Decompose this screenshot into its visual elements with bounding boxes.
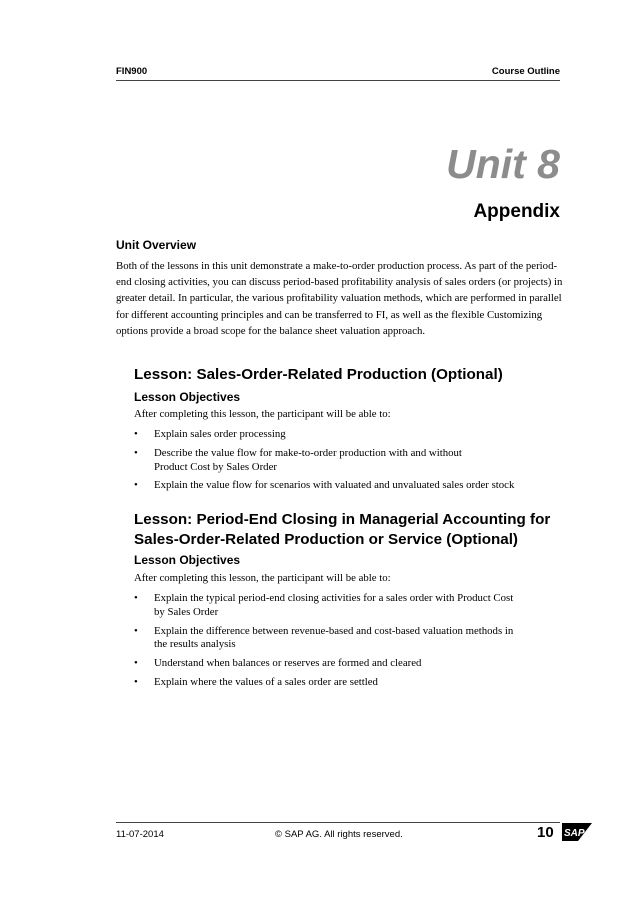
lesson-2-intro: After completing this lesson, the participant will be able to: bbox=[134, 572, 391, 584]
section-name: Course Outline bbox=[491, 66, 560, 77]
objective-text: Explain where the values of a sales order are settled bbox=[154, 675, 378, 688]
footer-copyright: © SAP AG. All rights reserved. bbox=[275, 829, 403, 840]
objective-text: Understand when balances or reserves are formed and cleared bbox=[154, 657, 422, 670]
objective-item bbox=[134, 447, 484, 475]
objective-text: Describe the value flow for make-to-order production with and without Product Cost by Sales Order bbox=[154, 446, 462, 473]
sap-logo-icon bbox=[562, 823, 592, 841]
unit-overview-text: Both of the lessons in this unit demonstrate a make-to-order production process. As part of the period-end closing activities, you can discuss period-based profitability analysis of sales orders (or projects) in greater detail. In particular, the various profitability valuation methods, which are performed in parallel for different accounting principles and can be transferred to FI, as well as the flexible Customizing options provide a broad scope for the balance sheet valuation approach. bbox=[116, 260, 563, 337]
lesson-2-title: Lesson: Period-End Closing in Managerial Accounting for Sales-Order-Related Production or Service (Optional) bbox=[134, 511, 551, 548]
bullet-icon: • bbox=[134, 446, 138, 459]
bullet-icon: • bbox=[134, 624, 138, 637]
page-number: 10 bbox=[537, 824, 554, 841]
objective-text: Explain the difference between revenue-based and cost-based valuation methods in the results analysis bbox=[154, 624, 514, 651]
lesson-1-intro: After completing this lesson, the participant will be able to: bbox=[134, 408, 391, 420]
objective-text: Explain the typical period-end closing activities for a sales order with Product Cost by Sales Order bbox=[154, 592, 514, 618]
objective-item bbox=[134, 428, 574, 442]
bullet-icon: • bbox=[134, 657, 138, 670]
unit-number: Unit 8 bbox=[446, 141, 560, 187]
objective-item bbox=[134, 676, 574, 690]
lesson-1-title: Lesson: Sales-Order-Related Production (Optional) bbox=[134, 366, 503, 383]
objective-item bbox=[134, 592, 519, 620]
footer-date: 11-07-2014 bbox=[116, 829, 164, 840]
objective-text: Explain the value flow for scenarios with valuated and unvaluated sales order stock bbox=[154, 479, 515, 492]
objective-text: Explain sales order processing bbox=[154, 428, 286, 440]
header-rule bbox=[116, 80, 560, 81]
course-code: FIN900 bbox=[116, 66, 148, 77]
footer-rule bbox=[116, 822, 560, 823]
bullet-icon: • bbox=[134, 479, 138, 492]
objective-item bbox=[134, 479, 574, 493]
bullet-icon: • bbox=[134, 675, 138, 688]
unit-overview-heading: Unit Overview bbox=[116, 238, 197, 252]
objective-item bbox=[134, 625, 529, 653]
lesson-1-objectives bbox=[134, 428, 574, 498]
sap-logo-text: SAP bbox=[564, 828, 585, 839]
lesson-2-objectives-heading: Lesson Objectives bbox=[134, 553, 241, 567]
bullet-icon: • bbox=[134, 428, 138, 440]
objective-item bbox=[134, 657, 574, 671]
lesson-2-objectives bbox=[134, 592, 574, 695]
lesson-1-objectives-heading: Lesson Objectives bbox=[134, 390, 241, 404]
unit-title: Appendix bbox=[473, 201, 560, 222]
bullet-icon: • bbox=[134, 592, 138, 604]
